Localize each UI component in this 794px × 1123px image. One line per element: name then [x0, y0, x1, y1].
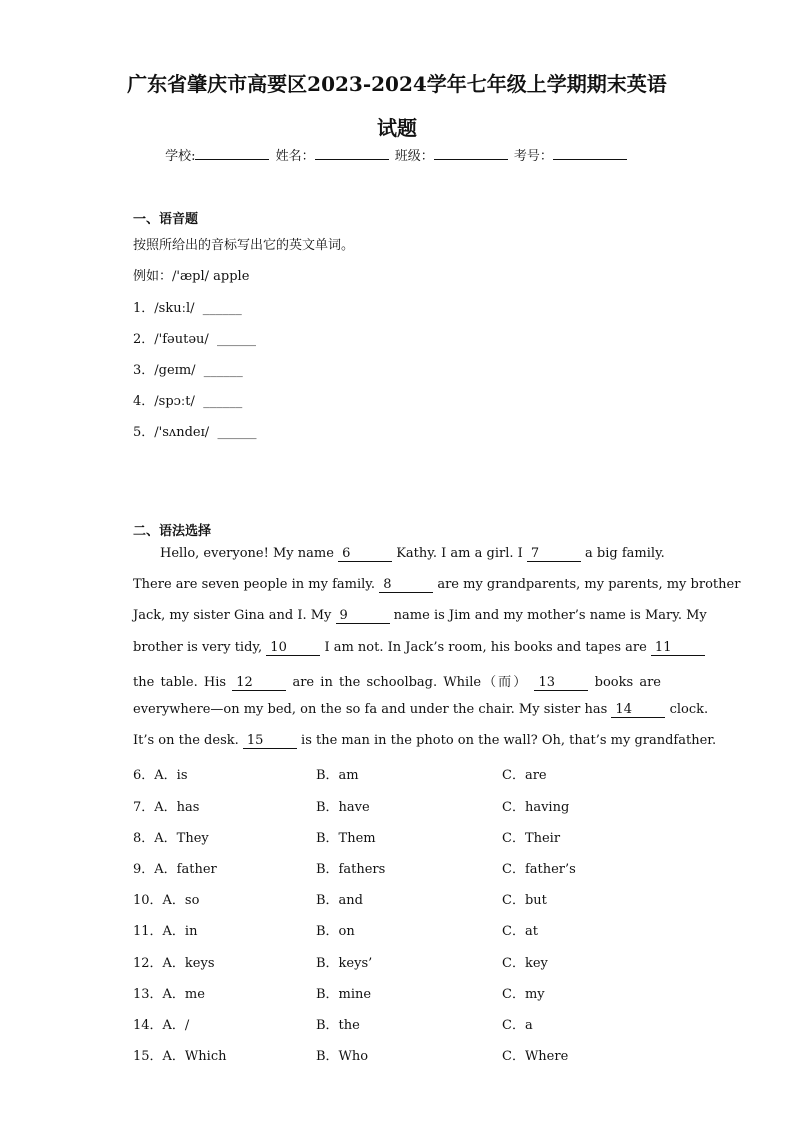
- blank-8[interactable]: 8: [379, 577, 433, 593]
- section1-heading: 一、语音题: [133, 212, 199, 227]
- passage-text: everywhere—on my bed, on the so fa and under the chair. My sister has: [133, 702, 608, 717]
- option-b[interactable]: B．Them: [316, 831, 376, 846]
- phonetic-item: [133, 359, 243, 378]
- passage-text: books are: [594, 675, 661, 690]
- option-a[interactable]: 11．A．in: [133, 924, 198, 939]
- name-label: 姓名：: [275, 149, 315, 164]
- passage-text: name is Jim and my mother’s name is Mary. My: [393, 608, 707, 623]
- passage-text: is the man in the photo on the wall? Oh, that’s my grandfather.: [301, 733, 717, 748]
- option-a[interactable]: 6．A．is: [133, 768, 188, 783]
- passage-text: a big family.: [585, 546, 665, 561]
- passage-line: [133, 733, 717, 749]
- passage-line: [160, 546, 665, 562]
- page-title-line2: 试题: [377, 116, 417, 140]
- option-b[interactable]: B．fathers: [316, 862, 386, 877]
- phonetic-label: 2．/'fəutəu/: [133, 332, 209, 347]
- blank-11[interactable]: 11: [651, 640, 705, 656]
- option-b[interactable]: B．am: [316, 768, 359, 783]
- blank-13[interactable]: 13: [534, 675, 588, 691]
- option-a[interactable]: 8．A．They: [133, 831, 209, 846]
- option-c[interactable]: C．but: [502, 893, 547, 908]
- exam-number-label: 考号：: [513, 149, 553, 164]
- passage-line: [133, 608, 707, 624]
- option-c[interactable]: C．Their: [502, 831, 561, 846]
- passage-line: [133, 671, 661, 691]
- blank-12[interactable]: 12: [232, 675, 286, 691]
- section1-example: 例如：/'æpl/ apple: [133, 269, 250, 284]
- option-b[interactable]: B．mine: [316, 987, 372, 1002]
- phonetic-item: [133, 421, 256, 440]
- passage-text: brother is very tidy,: [133, 640, 263, 655]
- name-blank[interactable]: [315, 146, 389, 160]
- blank-15[interactable]: 15: [243, 733, 297, 749]
- option-a[interactable]: 10．A．so: [133, 893, 200, 908]
- option-a[interactable]: 14．A．/: [133, 1018, 190, 1033]
- exam-number-blank[interactable]: [553, 146, 627, 160]
- passage-line: [133, 640, 672, 656]
- blank-10[interactable]: 10: [266, 640, 320, 656]
- section1-instruction: 按照所给出的音标写出它的英文单词。: [133, 238, 355, 253]
- blank-9[interactable]: 9: [336, 608, 390, 624]
- phonetic-label: 3．/geɪm/: [133, 363, 196, 378]
- option-b[interactable]: B．the: [316, 1018, 360, 1033]
- phonetic-item: [133, 390, 242, 409]
- school-blank[interactable]: [195, 146, 269, 160]
- answer-blank[interactable]: ______: [217, 332, 257, 347]
- blank-7[interactable]: 7: [527, 546, 581, 562]
- option-a[interactable]: 13．A．me: [133, 987, 205, 1002]
- passage-text: There are seven people in my family.: [133, 577, 376, 592]
- option-c[interactable]: C．a: [502, 1018, 533, 1033]
- blank-6[interactable]: 6: [338, 546, 392, 562]
- passage-line: [133, 577, 741, 593]
- blank-14[interactable]: 14: [611, 702, 665, 718]
- phonetic-label: 5．/'sʌndeɪ/: [133, 425, 210, 440]
- option-a[interactable]: 15．A．Which: [133, 1049, 227, 1064]
- phonetic-label: 1．/skuːl/: [133, 301, 195, 316]
- passage-text: clock.: [669, 702, 709, 717]
- option-a[interactable]: 7．A．has: [133, 800, 200, 815]
- class-blank[interactable]: [434, 146, 508, 160]
- option-c[interactable]: C．father’s: [502, 862, 576, 877]
- answer-blank[interactable]: ______: [203, 363, 243, 378]
- option-c[interactable]: C．key: [502, 956, 548, 971]
- section2-heading: 二、语法选择: [133, 524, 212, 539]
- student-info-row: [0, 145, 794, 164]
- option-c[interactable]: C．my: [502, 987, 545, 1002]
- option-c[interactable]: C．having: [502, 800, 570, 815]
- passage-text: Kathy. I am a girl. I: [396, 546, 523, 561]
- passage-text: are my grandparents, my parents, my brother: [437, 577, 741, 592]
- option-b[interactable]: B．on: [316, 924, 355, 939]
- passage-text: are in the schoolbag. While（而）: [292, 675, 529, 690]
- passage-text: It’s on the desk.: [133, 733, 239, 748]
- option-c[interactable]: C．are: [502, 768, 547, 783]
- phonetic-item: [133, 328, 256, 347]
- passage-line: [133, 702, 709, 718]
- answer-blank[interactable]: ______: [203, 394, 243, 409]
- option-b[interactable]: B．keys’: [316, 956, 373, 971]
- option-c[interactable]: C．at: [502, 924, 538, 939]
- class-label: 班级：: [394, 149, 434, 164]
- option-b[interactable]: B．and: [316, 893, 363, 908]
- passage-text: the table. His: [133, 675, 227, 690]
- passage-text: I am not. In Jack’s room, his books and tapes are: [324, 640, 647, 655]
- page-title: 广东省肇庆市高要区2023-2024学年七年级上学期期末英语: [127, 72, 667, 96]
- phonetic-item: [133, 297, 242, 316]
- answer-blank[interactable]: ______: [202, 301, 242, 316]
- option-c[interactable]: C．Where: [502, 1049, 569, 1064]
- phonetic-label: 4．/spɔːt/: [133, 394, 195, 409]
- answer-blank[interactable]: ______: [217, 425, 257, 440]
- option-a[interactable]: 12．A．keys: [133, 956, 215, 971]
- option-b[interactable]: B．Who: [316, 1049, 369, 1064]
- passage-text: Hello, everyone! My name: [160, 546, 334, 561]
- school-label: 学校:: [165, 149, 196, 164]
- passage-text: Jack, my sister Gina and I. My: [133, 608, 332, 623]
- option-a[interactable]: 9．A．father: [133, 862, 217, 877]
- option-b[interactable]: B．have: [316, 800, 370, 815]
